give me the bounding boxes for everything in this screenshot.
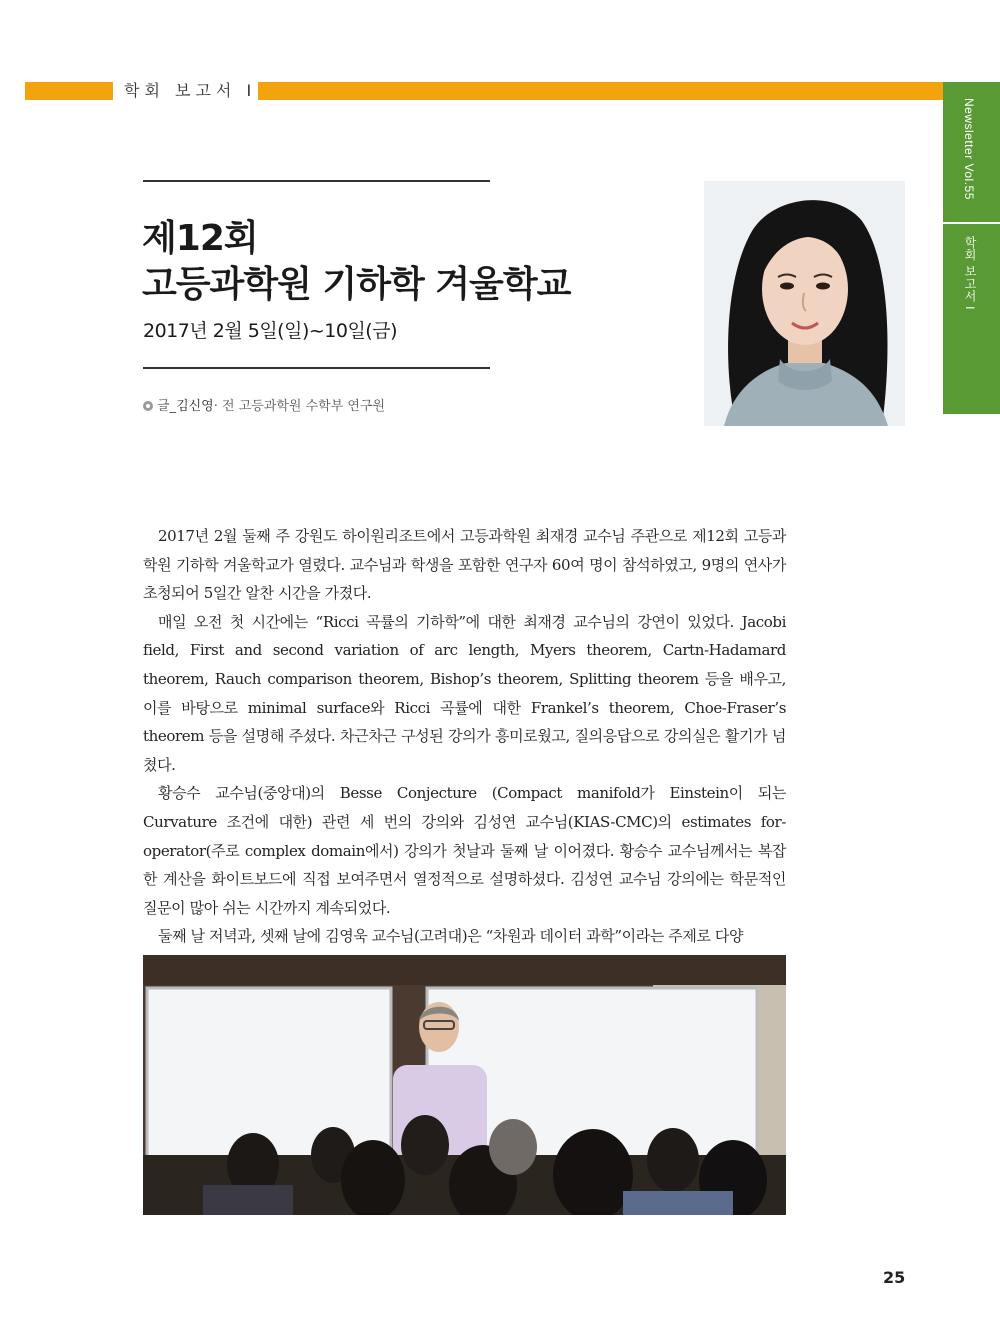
lecture-photo: [143, 955, 786, 1215]
page-number: 25: [883, 1268, 906, 1287]
side-tab-divider: [943, 222, 1000, 224]
byline-prefix: 글_: [157, 399, 177, 414]
side-section-label: 학회 보고서 I: [963, 236, 977, 311]
paragraph: 2017년 2월 둘째 주 강원도 하이원리조트에서 고등과학원 최재경 교수님 주관으로 제12회 고등과학원 기하학 겨울학교가 열렸다. 교수님과 학생을 포함한 연구자 60여 명이 참석하였고, 9명의 연사가 초청되어 5일간 알찬 시간을 가졌다.: [143, 527, 786, 603]
author-portrait: [704, 181, 905, 426]
article-title-line2: 고등과학원 기하학 겨울학교: [142, 264, 571, 305]
article-date: 2017년 2월 5일(일)~10일(금): [143, 320, 397, 342]
side-newsletter-volume: Newsletter Vol.55: [962, 98, 976, 200]
byline-affiliation: · 전 고등과학원 수학부 연구원: [213, 399, 386, 414]
byline: [143, 395, 385, 414]
byline-author: 김신영: [176, 399, 214, 414]
title-rule-bottom: [143, 367, 490, 369]
header-bar-right: [258, 82, 944, 100]
paragraph: 황승수 교수님(중앙대)의 Besse Conjecture (Compact manifold가 Einstein이 되는 Curvature 조건에 대한) 관련 세 번의 강의와 김성연 교수님(KIAS-CMC)의 estimates for-operator(주로 complex domain에서) 강의가 첫날과 둘째 날 이어졌다. 황승수 교수님께서는 복잡한 계산을 화이트보드에 직접 보여주면서 열정적으로 설명하셨다. 김성연 교수님 강의에는 학문적인 질문이 많아 쉬는 시간까지 계속되었다.: [143, 784, 786, 917]
paragraph: 매일 오전 첫 시간에는 “Ricci 곡률의 기하학”에 대한 최재경 교수님의 강연이 있었다. Jacobi field, First and second variation of arc length, Myers theorem, Cartn-Hadamard theorem, Rauch comparison theorem, Bishop’s theorem, Splitting theorem 등을 배우고, 이를 바탕으로 minimal surface와 Ricci 곡률에 대한 Frankel’s theorem, Choe-Fraser’s theorem 등을 설명해 주셨다. 차근차근 구성된 강의가 흥미로웠고, 질의응답으로 강의실은 활기가 넘쳤다.: [143, 612, 786, 774]
header-bar-left: [25, 82, 113, 100]
paragraph: 둘째 날 저녁과, 셋째 날에 김영욱 교수님(고려대)은 “차원과 데이터 과학”이라는 주제로 다양: [158, 927, 744, 946]
bullet-icon: [143, 401, 153, 411]
article-title-line1: 제12회: [142, 218, 258, 259]
title-rule-top: [143, 180, 490, 182]
section-label: 학회 보고서 I: [124, 81, 257, 100]
article-body: [143, 522, 786, 951]
